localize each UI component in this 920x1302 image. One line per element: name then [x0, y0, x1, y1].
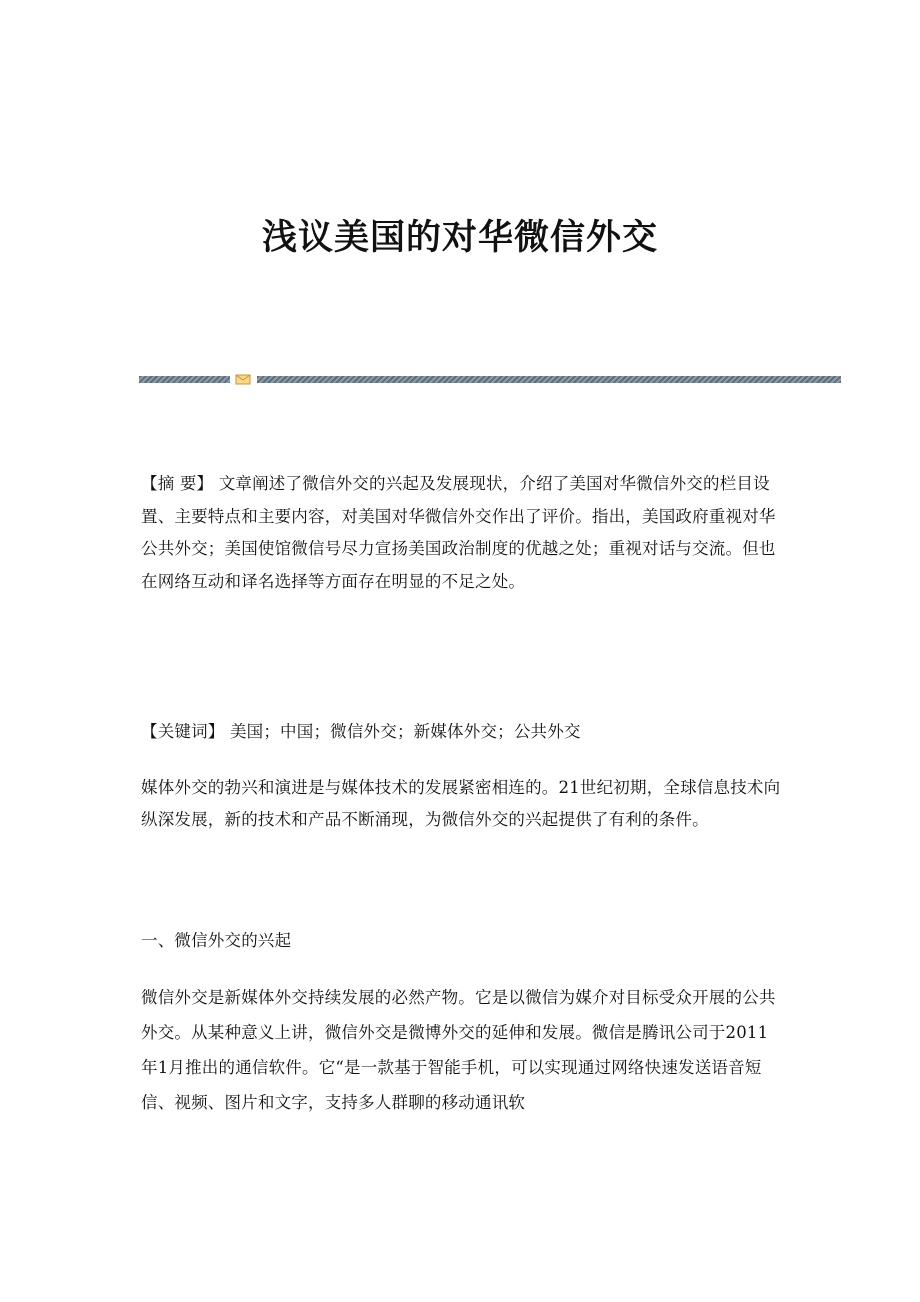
intro-paragraph: 媒体外交的勃兴和演进是与媒体技术的发展紧密相连的。21世纪初期，全球信息技术向纵深发展，新的技术和产品不断涌现，为微信外交的兴起提供了有利的条件。: [141, 778, 781, 829]
abstract-label: 【摘 要】: [141, 474, 214, 493]
keywords-label: 【关键词】: [141, 722, 225, 741]
section-paragraph: 微信外交是新媒体外交持续发展的必然产物。它是以微信为媒介对目标受众开展的公共外交。从某种意义上讲，微信外交是微博外交的延伸和发展。微信是腾讯公司于2011年1月推出的通信软件。它“是一款基于智能手机，可以实现通过网络快速发送语音短信、视频、图片和文字，支持多人群聊的移动通讯软: [141, 988, 776, 1112]
divider-bar-right: [257, 376, 841, 383]
section-heading: 一、微信外交的兴起: [141, 931, 292, 950]
abstract-text: 文章阐述了微信外交的兴起及发展现状，介绍了美国对华微信外交的栏目设置、主要特点和主要内容，对美国对华微信外交作出了评价。指出，美国政府重视对华公共外交；美国使馆微信号尽力宣扬美国政治制度的优越之处；重视对话与交流。但也在网络互动和译名选择等方面存在明显的不足之处。: [141, 474, 776, 591]
page-title: 浅议美国的对华微信外交: [261, 217, 658, 258]
title-divider: [139, 374, 841, 384]
keywords-text: 美国；中国；微信外交；新媒体外交；公共外交: [229, 722, 581, 741]
abstract: [141, 468, 781, 598]
divider-bar-left: [139, 376, 230, 383]
keywords: [141, 716, 781, 748]
divider-emblem-icon: [235, 374, 251, 385]
